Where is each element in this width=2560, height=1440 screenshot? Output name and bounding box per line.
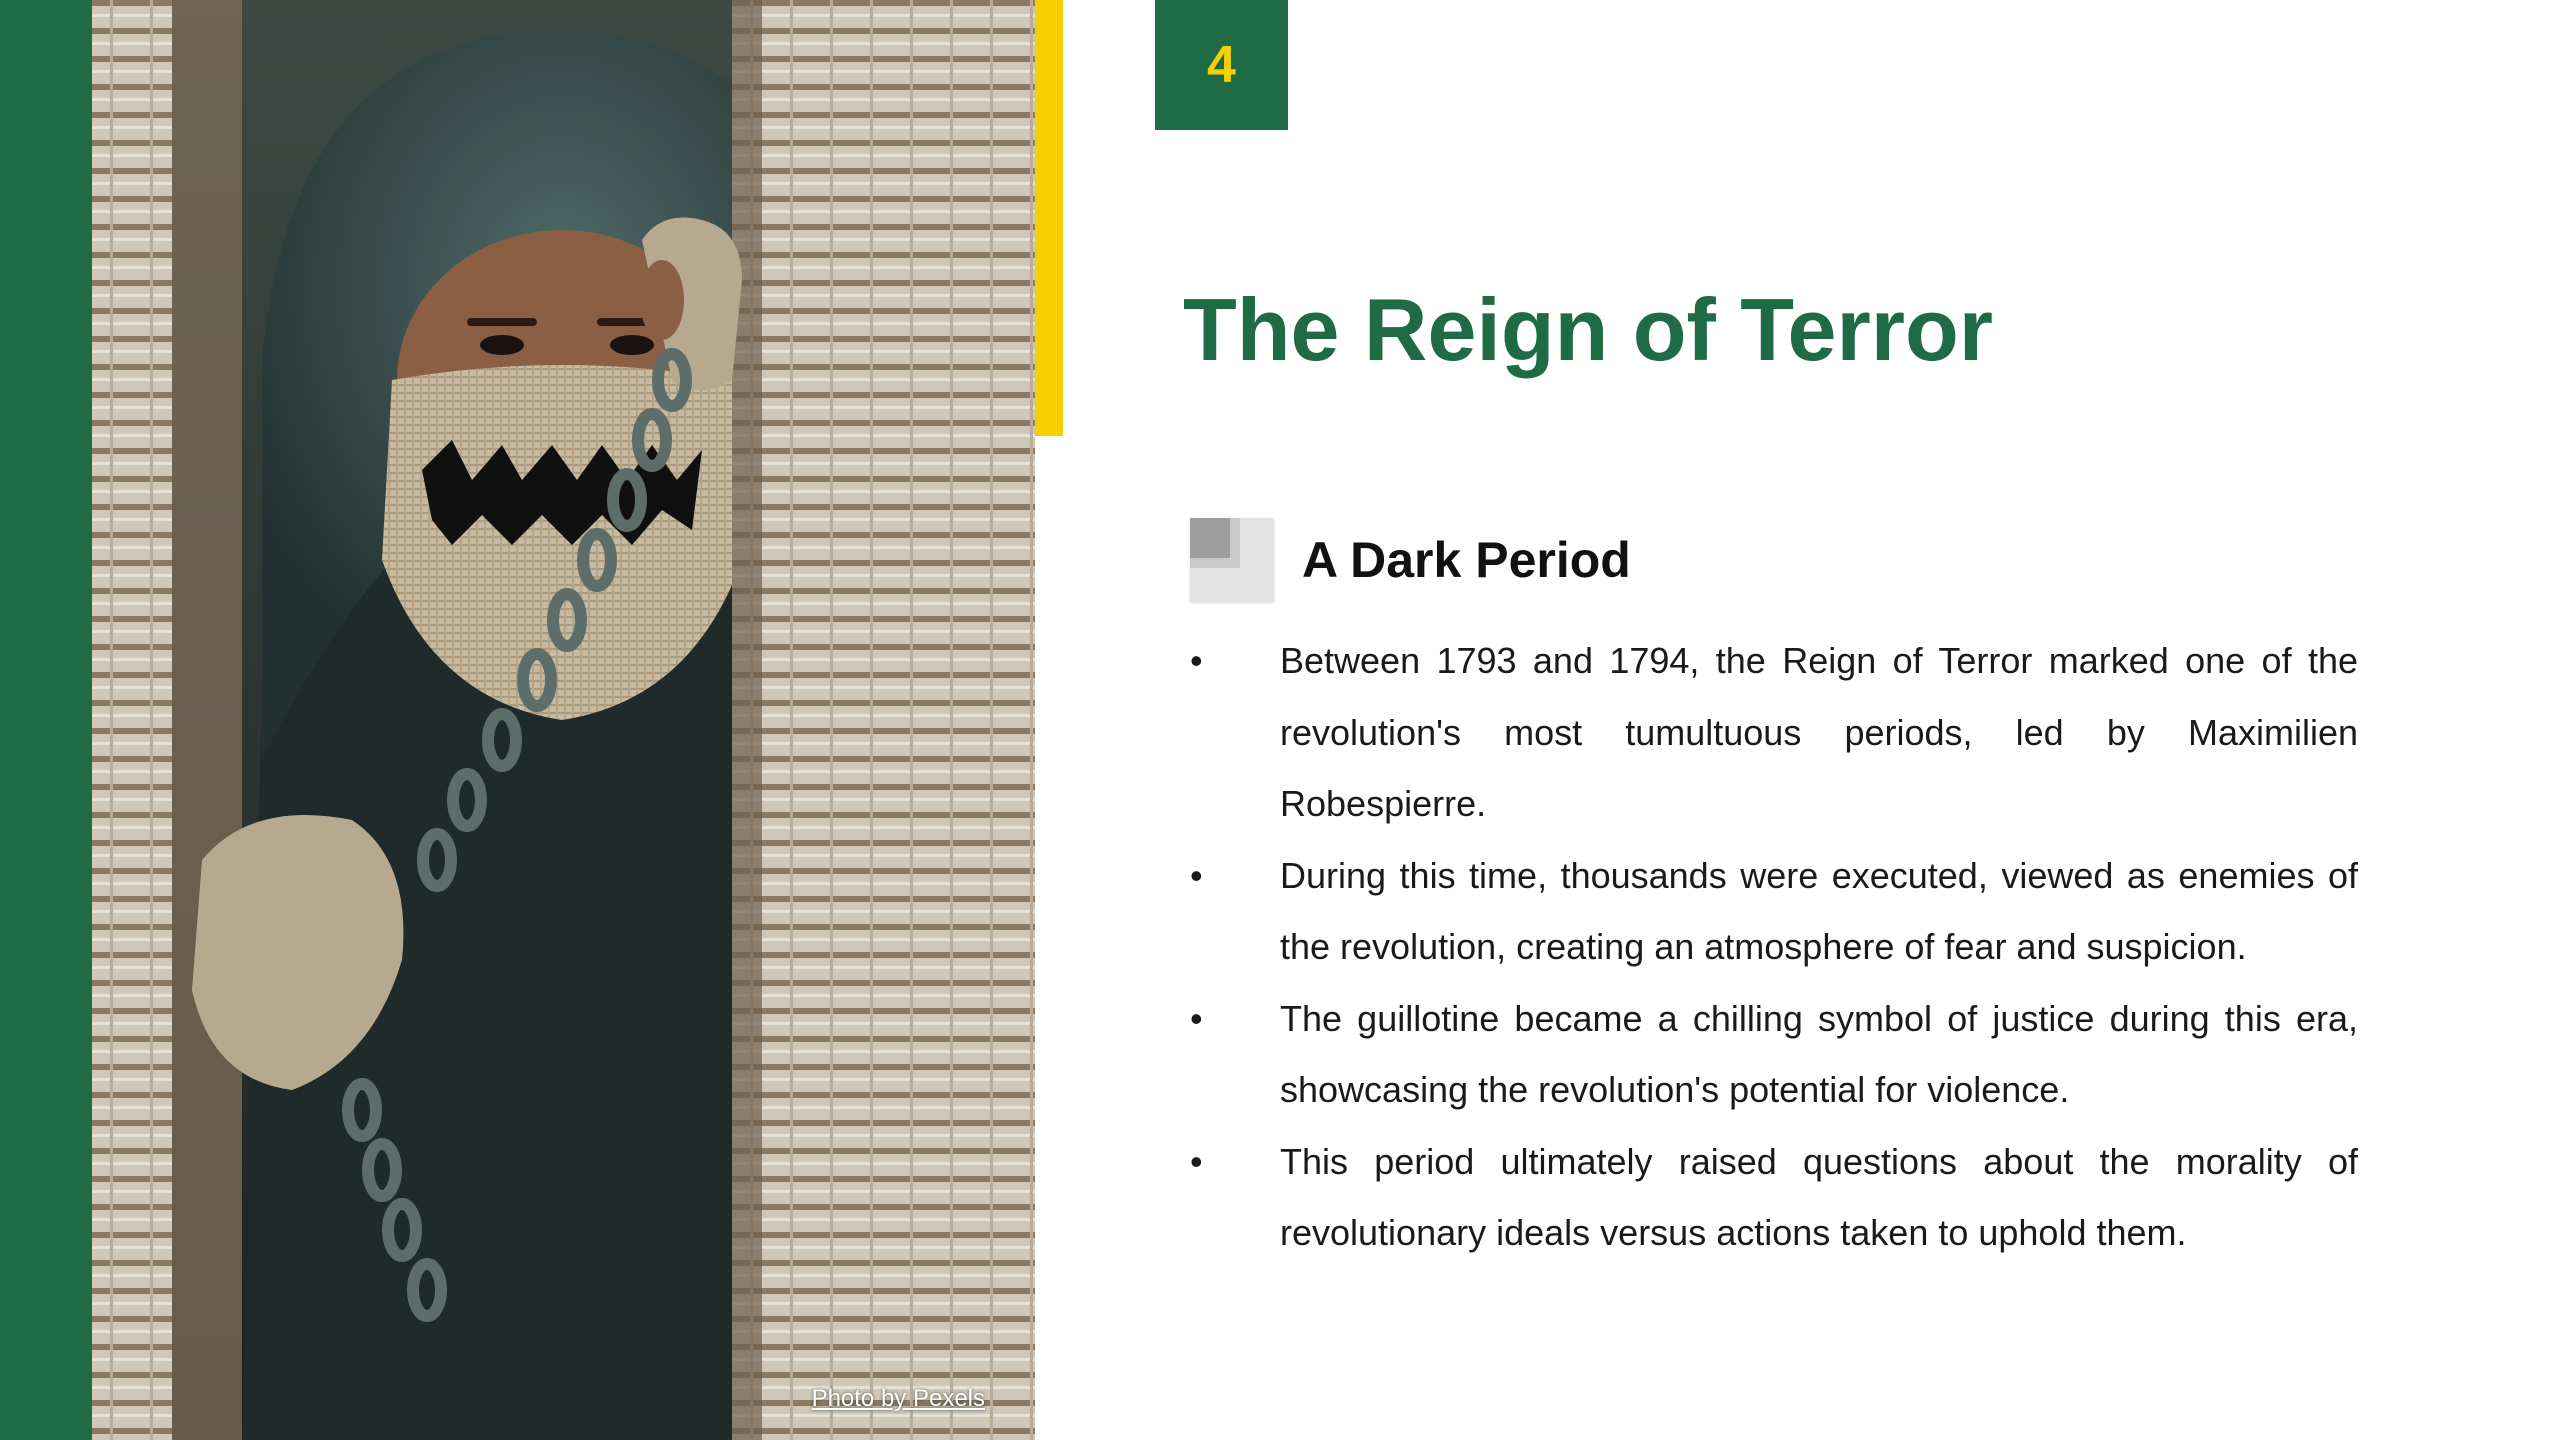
- slide-title: The Reign of Terror: [1183, 280, 1993, 379]
- bullet-list: [1180, 625, 2358, 1269]
- bullet-dot-icon: •: [1190, 1140, 1203, 1182]
- photo-credit-link[interactable]: Photo by Pexels: [811, 1385, 985, 1412]
- bullet-text: Between 1793 and 1794, the Reign of Terror marked one of the revolution's most tumultuous periods, led by Maximilien Robespierre.: [1280, 640, 2358, 824]
- bullet-item: [1180, 983, 2358, 1126]
- slide-number-badge: 4: [1155, 0, 1288, 130]
- bullet-text: This period ultimately raised questions about the morality of revolutionary ideals versus actions taken to uphold them.: [1280, 1140, 2358, 1253]
- subheading-row: [1190, 515, 1631, 605]
- left-accent-bar: [0, 0, 92, 1440]
- layered-squares-icon: [1190, 518, 1274, 602]
- bullet-text: During this time, thousands were executed, viewed as enemies of the revolution, creating an atmosphere of fear and suspicion.: [1280, 854, 2358, 967]
- bullet-text: The guillotine became a chilling symbol of justice during this era, showcasing the revolution's potential for violence.: [1280, 997, 2358, 1110]
- photo-illustration: [92, 0, 1035, 1440]
- bullet-item: [1180, 840, 2358, 983]
- bullet-dot-icon: •: [1190, 997, 1203, 1039]
- bullet-dot-icon: •: [1190, 640, 1203, 681]
- bullet-item: [1180, 1126, 2358, 1269]
- subheading: A Dark Period: [1302, 532, 1631, 588]
- bullet-item: [1180, 625, 2358, 840]
- hooded-figure-photo: [92, 0, 1035, 1440]
- bullet-dot-icon: •: [1190, 854, 1203, 896]
- yellow-accent-bar: [1035, 0, 1063, 436]
